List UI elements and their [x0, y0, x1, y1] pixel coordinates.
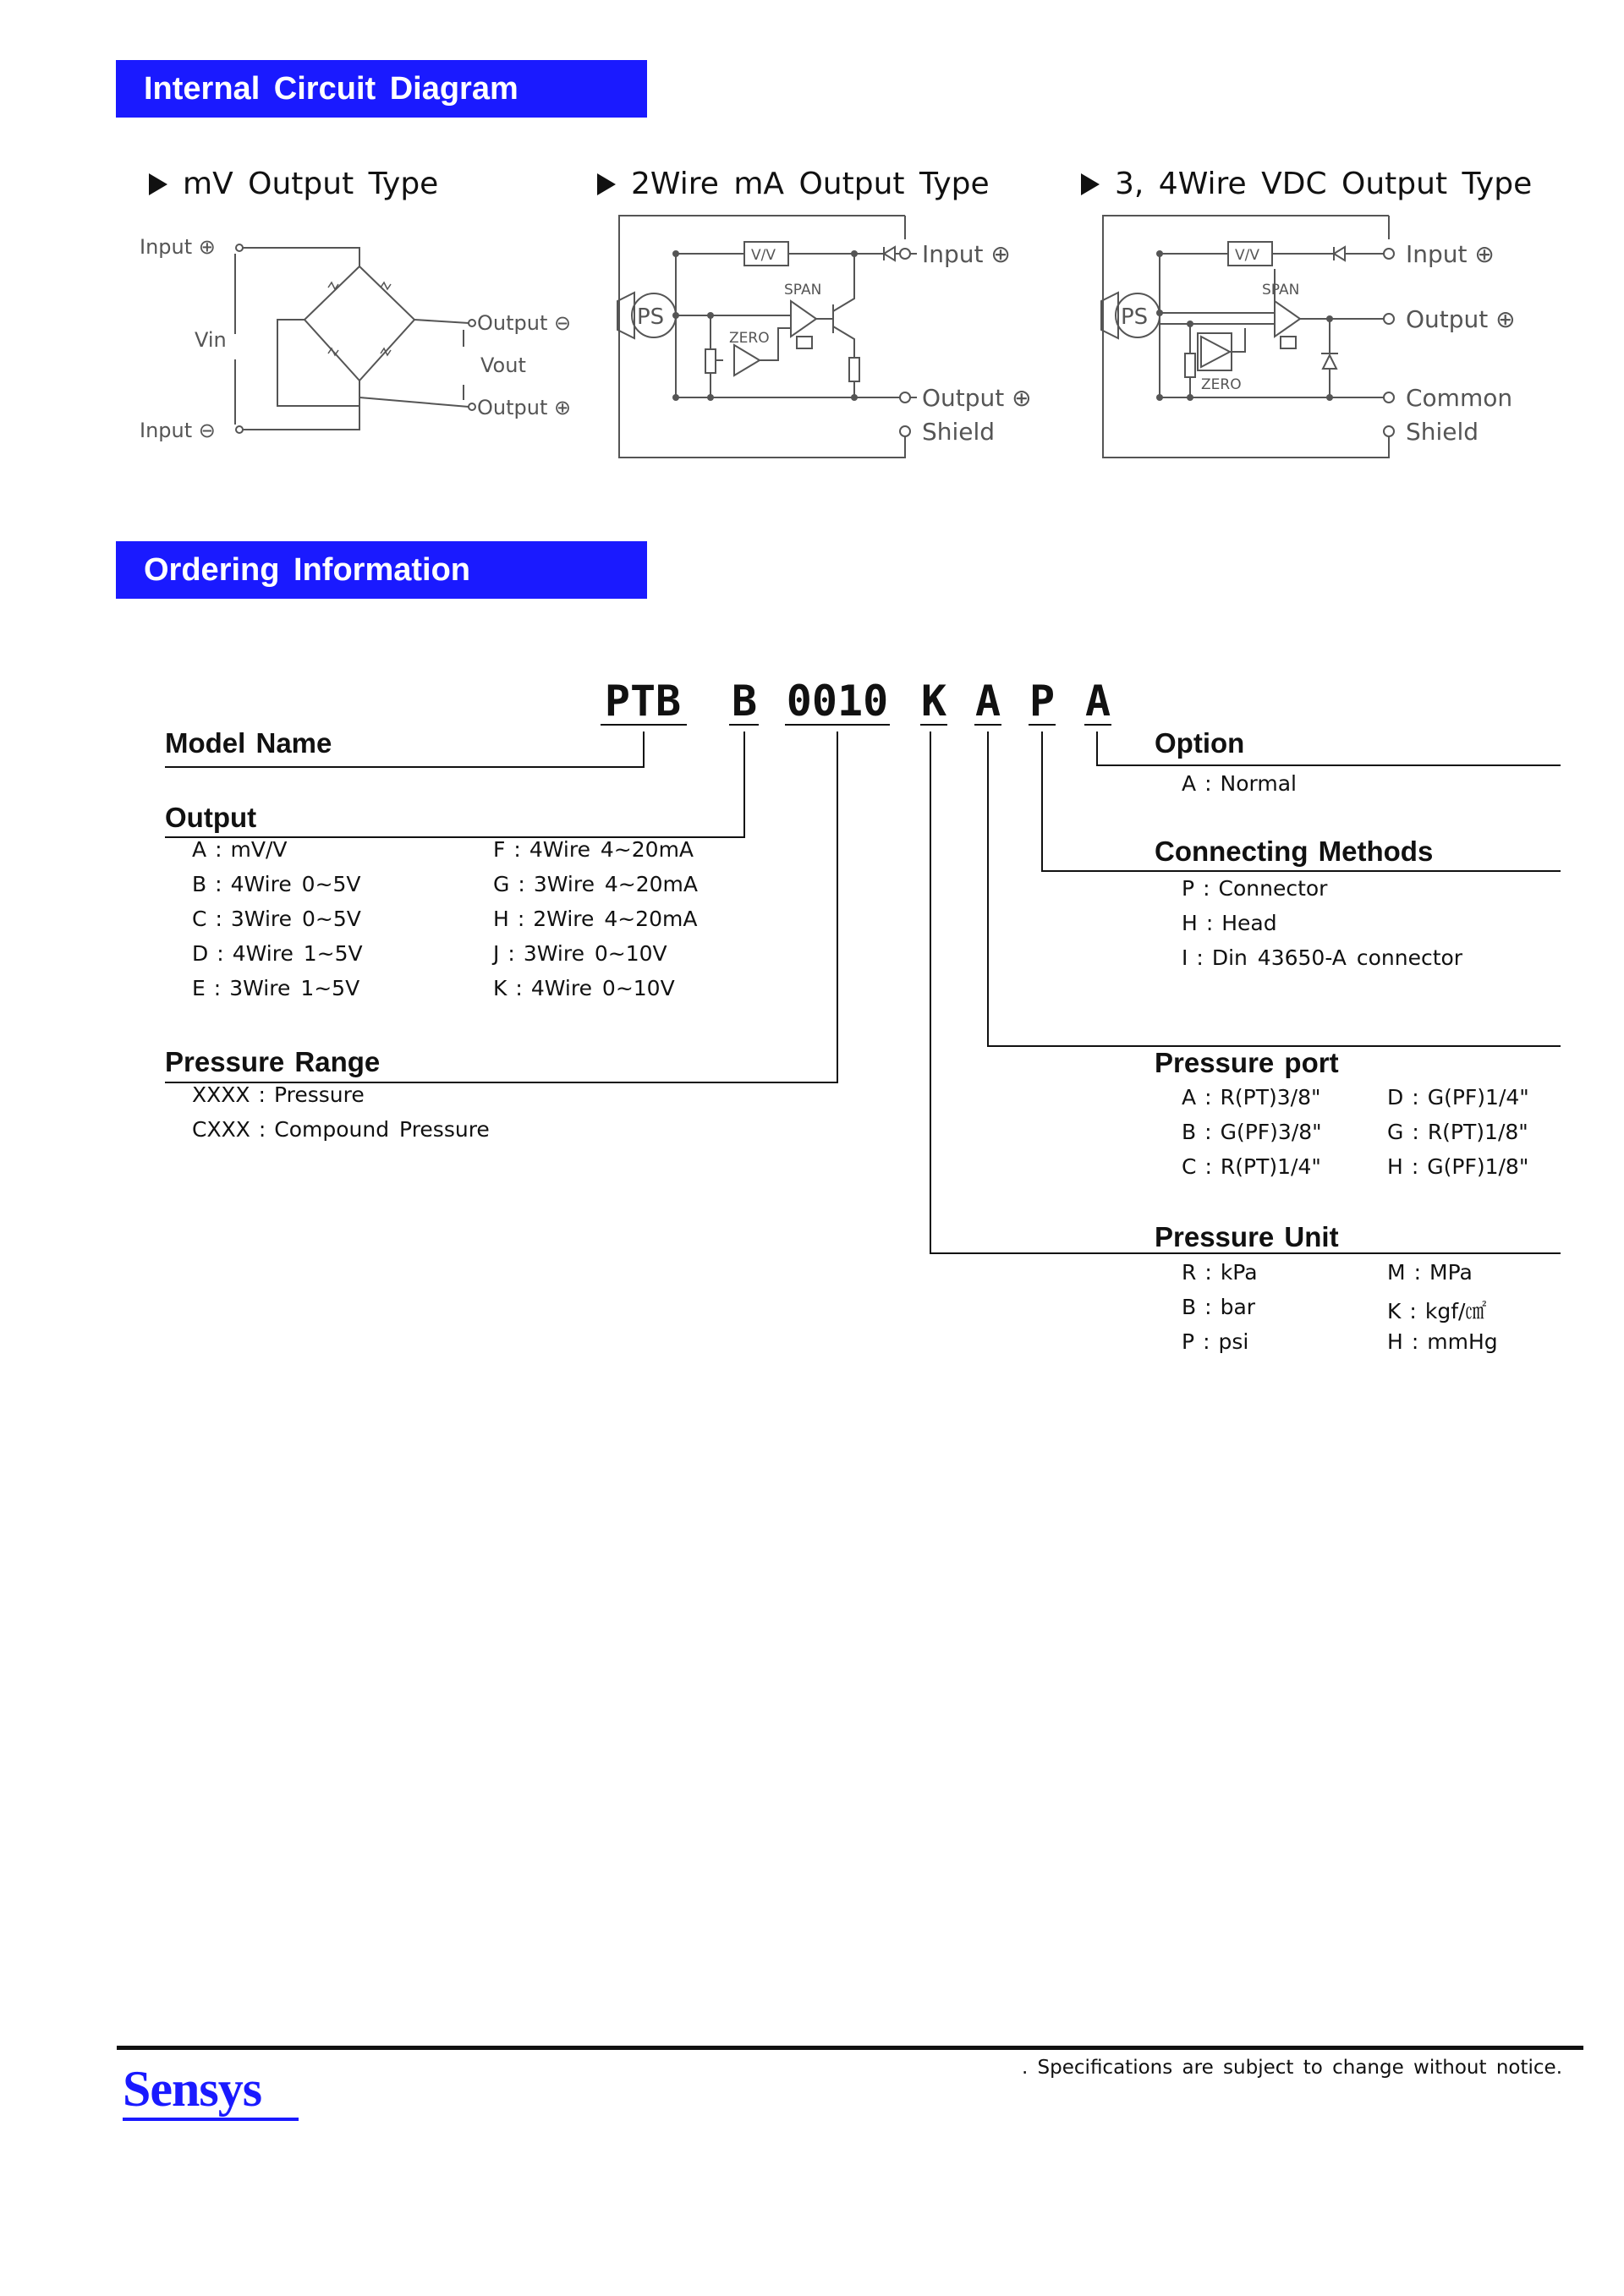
circuit-section-title: Internal Circuit Diagram [144, 71, 518, 107]
code-output: B [731, 677, 758, 726]
vdc-span-label: SPAN [1262, 282, 1300, 299]
ma-diagram-title: 2Wire mA Output Type [597, 167, 990, 201]
connecting-methods-title: Connecting Methods [1155, 836, 1434, 867]
pressure-range-item: XXXX : Pressure [192, 1082, 365, 1107]
output-title: Output [165, 802, 257, 833]
ma-output-plus-label: Output ⊕ [922, 384, 1032, 412]
connecting-method-item: H : Head [1182, 911, 1277, 935]
option-title: Option [1155, 727, 1245, 759]
ma-vv-label: V/V [751, 247, 776, 264]
pressure-port-item: C : R(PT)1/4" [1182, 1154, 1321, 1179]
output-item: A : mV/V [192, 837, 288, 862]
output-item: E : 3Wire 1~5V [192, 976, 360, 1000]
footer-divider [117, 2046, 1583, 2050]
ma-ps-label: PS [637, 304, 665, 330]
option-item: A : Normal [1182, 771, 1298, 796]
ma-span-label: SPAN [784, 282, 822, 299]
output-item: F : 4Wire 4~20mA [493, 837, 694, 862]
pressure-range-title: Pressure Range [165, 1046, 381, 1077]
mv-input-minus-label: Input ⊖ [140, 419, 216, 442]
pressure-unit-item: P : psi [1182, 1329, 1249, 1354]
vdc-ps-label: PS [1121, 304, 1149, 330]
pressure-port-item: A : R(PT)3/8" [1182, 1085, 1321, 1110]
mv-vin-label: Vin [195, 328, 227, 352]
pressure-unit-item: R : kPa [1182, 1260, 1258, 1285]
ma-input-plus-label: Input ⊕ [922, 240, 1011, 268]
pressure-port-item: G : R(PT)1/8" [1387, 1120, 1528, 1144]
vdc-common-label: Common [1406, 384, 1513, 412]
pressure-unit-item: B : bar [1182, 1295, 1256, 1319]
output-item: K : 4Wire 0~10V [493, 976, 675, 1000]
vdc-shield-label: Shield [1406, 418, 1479, 446]
code-pressure-port: A [974, 677, 1001, 726]
pressure-port-item: D : G(PF)1/4" [1387, 1085, 1529, 1110]
vdc-zero-label: ZERO [1201, 376, 1242, 393]
mv-input-plus-label: Input ⊕ [140, 235, 216, 259]
pressure-range-item: CXXX : Compound Pressure [192, 1117, 490, 1142]
sensys-logo: Sensys [123, 2061, 262, 2117]
mv-diagram-title: mV Output Type [149, 167, 438, 201]
pressure-unit-item: M : MPa [1387, 1260, 1473, 1285]
output-item: B : 4Wire 0~5V [192, 872, 361, 896]
ma-shield-label: Shield [922, 418, 996, 446]
output-item: H : 2Wire 4~20mA [493, 907, 698, 931]
output-item: D : 4Wire 1~5V [192, 941, 363, 966]
output-item: C : 3Wire 0~5V [192, 907, 361, 931]
pressure-port-item: H : G(PF)1/8" [1387, 1154, 1529, 1179]
vdc-vv-label: V/V [1235, 247, 1259, 264]
vdc-output-plus-label: Output ⊕ [1406, 305, 1516, 333]
code-connecting-method: P [1029, 677, 1056, 726]
output-item: J : 3Wire 0~10V [493, 941, 667, 966]
mv-output-minus-label: Output ⊖ [477, 311, 572, 335]
pressure-unit-title: Pressure Unit [1155, 1221, 1339, 1252]
code-pressure-range: 0010 [786, 677, 889, 726]
code-pressure-unit: K [920, 677, 947, 726]
code-option: A [1084, 677, 1111, 726]
pressure-unit-item: K : kgf/㎠ [1387, 1299, 1487, 1323]
code-model: PTB [604, 677, 682, 726]
pressure-unit-item: H : mmHg [1387, 1329, 1498, 1354]
ordering-section-title: Ordering Information [144, 552, 470, 588]
vdc-input-plus-label: Input ⊕ [1406, 240, 1495, 268]
model-name-title: Model Name [165, 727, 332, 759]
connecting-method-item: P : Connector [1182, 876, 1328, 901]
mv-vout-label: Vout [480, 353, 526, 377]
mv-output-plus-label: Output ⊕ [477, 396, 572, 419]
output-item: G : 3Wire 4~20mA [493, 872, 699, 896]
connecting-method-item: I : Din 43650-A connector [1182, 945, 1463, 970]
pressure-port-title: Pressure port [1155, 1047, 1339, 1078]
logo-underline [123, 2118, 299, 2121]
footer-notice: . Specifications are subject to change without notice. [1021, 2057, 1562, 2079]
ma-zero-label: ZERO [729, 330, 770, 347]
pressure-port-item: B : G(PF)3/8" [1182, 1120, 1322, 1144]
vdc-diagram-title: 3, 4Wire VDC Output Type [1081, 167, 1532, 201]
